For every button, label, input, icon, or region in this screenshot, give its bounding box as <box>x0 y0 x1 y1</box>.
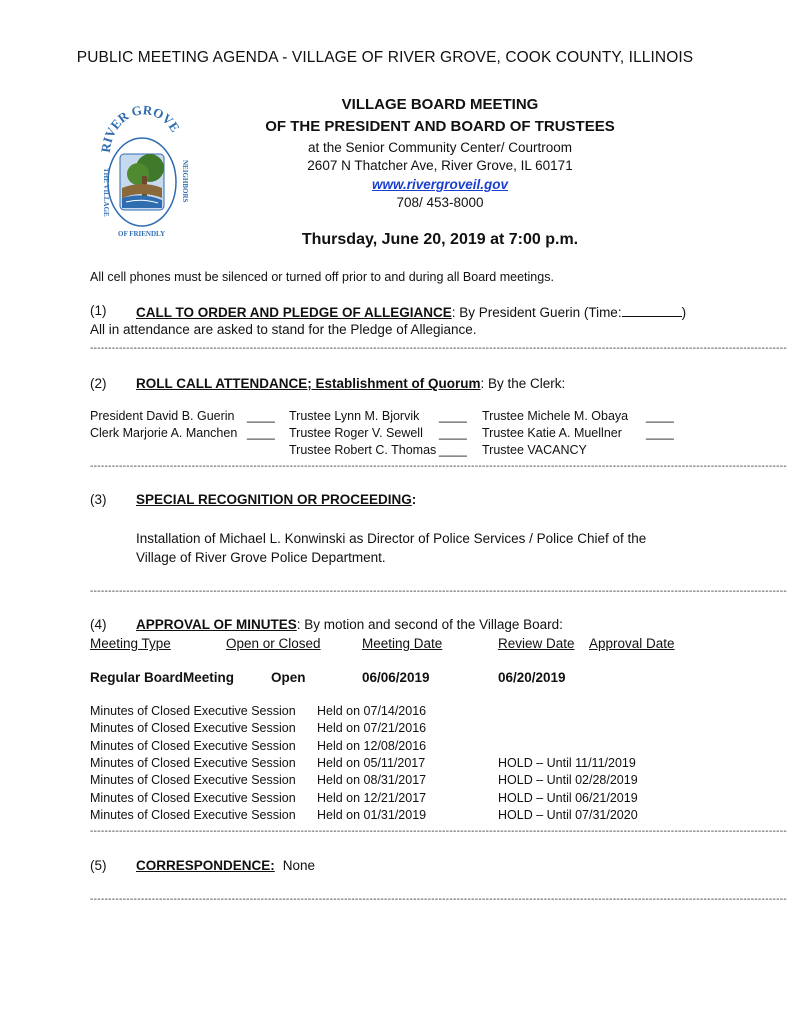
closed-session-type: Minutes of Closed Executive Session <box>90 704 296 718</box>
divider: ------------------------------------------------------------------------------------------------------------------------------------------------------------------------------------------------ <box>90 826 787 837</box>
column-header: Review Date <box>498 636 575 651</box>
closed-session-type: Minutes of Closed Executive Session <box>90 738 296 753</box>
meeting-date: Thursday, June 20, 2019 at 7:00 p.m. <box>301 231 579 248</box>
meeting-title-line2: OF THE PRESIDENT AND BOARD OF TRUSTEES <box>265 118 615 135</box>
closed-session-held-date: Held on 12/08/2016 <box>317 738 427 753</box>
section1-heading: CALL TO ORDER AND PLEDGE OF ALLEGIANCE <box>136 305 452 320</box>
column-header: Approval Date <box>589 636 675 651</box>
regular-meeting-date: 06/06/2019 <box>362 670 430 685</box>
closed-session-type: Minutes of Closed Executive Session <box>90 790 296 805</box>
section5-line <box>136 858 315 873</box>
section4-number: (4) <box>90 617 107 632</box>
roll-trustee: Trustee Michele M. Obaya <box>482 409 629 423</box>
section4-line <box>136 617 563 632</box>
roll-trustee: Trustee VACANCY <box>482 443 587 457</box>
time-blank <box>622 303 682 317</box>
section1-close: ) <box>681 305 687 320</box>
roll-blank: ____ <box>247 426 275 440</box>
logo-top-text: RIVER GROVE <box>97 102 183 154</box>
meeting-phone: 708/ 453-8000 <box>396 195 484 210</box>
regular-meeting-type: Regular BoardMeeting <box>90 670 235 685</box>
roll-clerk: Clerk Marjorie A. Manchen <box>90 426 238 440</box>
roll-trustee: Trustee Robert C. Thomas <box>289 443 437 457</box>
section3-text: Installation of Michael L. Konwinski as Director of Police Services / Police Chief of the <box>136 531 647 546</box>
divider: ------------------------------------------------------------------------------------------------------------------------------------------------------------------------------------------------ <box>90 586 787 597</box>
section5-text: None <box>282 858 316 873</box>
section4-heading: APPROVAL OF MINUTES <box>136 617 297 632</box>
section2-line <box>136 376 565 391</box>
section3-heading: SPECIAL RECOGNITION OR PROCEEDING <box>136 492 412 507</box>
regular-review-date: 06/20/2019 <box>498 670 566 685</box>
roll-blank: ____ <box>646 409 674 423</box>
column-header: Meeting Type <box>90 636 171 651</box>
section3-colon: : <box>411 492 417 507</box>
logo-right-text: NEIGHBORS <box>181 160 189 203</box>
section3-number: (3) <box>90 492 107 507</box>
section1-number: (1) <box>90 303 107 318</box>
roll-blank: ____ <box>439 443 467 457</box>
closed-session-type: Minutes of Closed Executive Session <box>90 721 296 736</box>
section1-text: : By President Guerin (Time: <box>451 305 622 320</box>
closed-session-held-date: Held on 12/21/2017 <box>317 790 427 805</box>
closed-session-held-date: Held on 01/31/2019 <box>317 807 427 822</box>
meeting-title-line1: VILLAGE BOARD MEETING <box>341 96 539 113</box>
closed-session-held-date: Held on 07/14/2016 <box>317 704 427 718</box>
closed-session-hold: HOLD – Until 11/11/2019 <box>498 755 636 770</box>
roll-trustee: Trustee Katie A. Muellner <box>482 426 622 440</box>
closed-session-type: Minutes of Closed Executive Session <box>90 807 296 822</box>
regular-meeting-status: Open <box>271 670 306 685</box>
meeting-location: at the Senior Community Center/ Courtroom <box>307 140 573 155</box>
roll-blank: ____ <box>247 409 275 423</box>
closed-session-held-date: Held on 05/11/2017 <box>317 755 426 770</box>
section5-heading: CORRESPONDENCE: <box>136 858 275 873</box>
website-link[interactable]: www.rivergroveil.gov <box>371 177 509 192</box>
roll-trustee: Trustee Roger V. Sewell <box>289 426 423 440</box>
closed-session-type: Minutes of Closed Executive Session <box>90 773 296 788</box>
column-header: Open or Closed <box>226 636 321 651</box>
roll-trustee: Trustee Lynn M. Bjorvik <box>289 409 420 423</box>
roll-blank: ____ <box>646 426 674 440</box>
section4-text: : By motion and second of the Village Board: <box>296 617 563 632</box>
divider: ------------------------------------------------------------------------------------------------------------------------------------------------------------------------------------------------ <box>90 461 787 472</box>
section5-number: (5) <box>90 858 107 873</box>
section2-number: (2) <box>90 376 107 391</box>
cell-phone-notice: All cell phones must be silenced or turned off prior to and during all Board meetings. <box>90 270 554 284</box>
section2-text: : By the Clerk: <box>480 376 566 391</box>
closed-session-held-date: Held on 07/21/2016 <box>317 721 427 736</box>
section2-heading: ROLL CALL ATTENDANCE; Establishment of Quorum <box>136 376 481 391</box>
meeting-address: 2607 N Thatcher Ave, River Grove, IL 60171 <box>307 158 573 173</box>
divider: ------------------------------------------------------------------------------------------------------------------------------------------------------------------------------------------------ <box>90 343 787 354</box>
column-header: Meeting Date <box>362 636 443 651</box>
closed-session-type: Minutes of Closed Executive Session <box>90 755 296 770</box>
roll-president: President David B. Guerin <box>90 409 235 423</box>
section3-text: Village of River Grove Police Department. <box>136 550 386 565</box>
roll-blank: ____ <box>439 409 467 423</box>
closed-session-hold: HOLD – Until 06/21/2019 <box>498 790 638 805</box>
section1-line <box>136 303 686 320</box>
agenda-header: PUBLIC MEETING AGENDA - VILLAGE OF RIVER GROVE, COOK COUNTY, ILLINOIS <box>76 49 694 66</box>
roll-blank: ____ <box>439 426 467 440</box>
closed-session-held-date: Held on 08/31/2017 <box>317 773 427 788</box>
logo-left-text: THE VILLAGE <box>102 168 110 217</box>
divider: ------------------------------------------------------------------------------------------------------------------------------------------------------------------------------------------------ <box>90 894 787 905</box>
closed-session-hold: HOLD – Until 02/28/2019 <box>498 773 638 788</box>
logo-bottom-text: OF FRIENDLY <box>118 230 166 238</box>
closed-session-hold: HOLD – Until 07/31/2020 <box>498 807 638 822</box>
village-seal-logo <box>92 102 192 242</box>
section3-line <box>136 492 416 507</box>
section1-pledge: All in attendance are asked to stand for the Pledge of Allegiance. <box>90 322 477 337</box>
